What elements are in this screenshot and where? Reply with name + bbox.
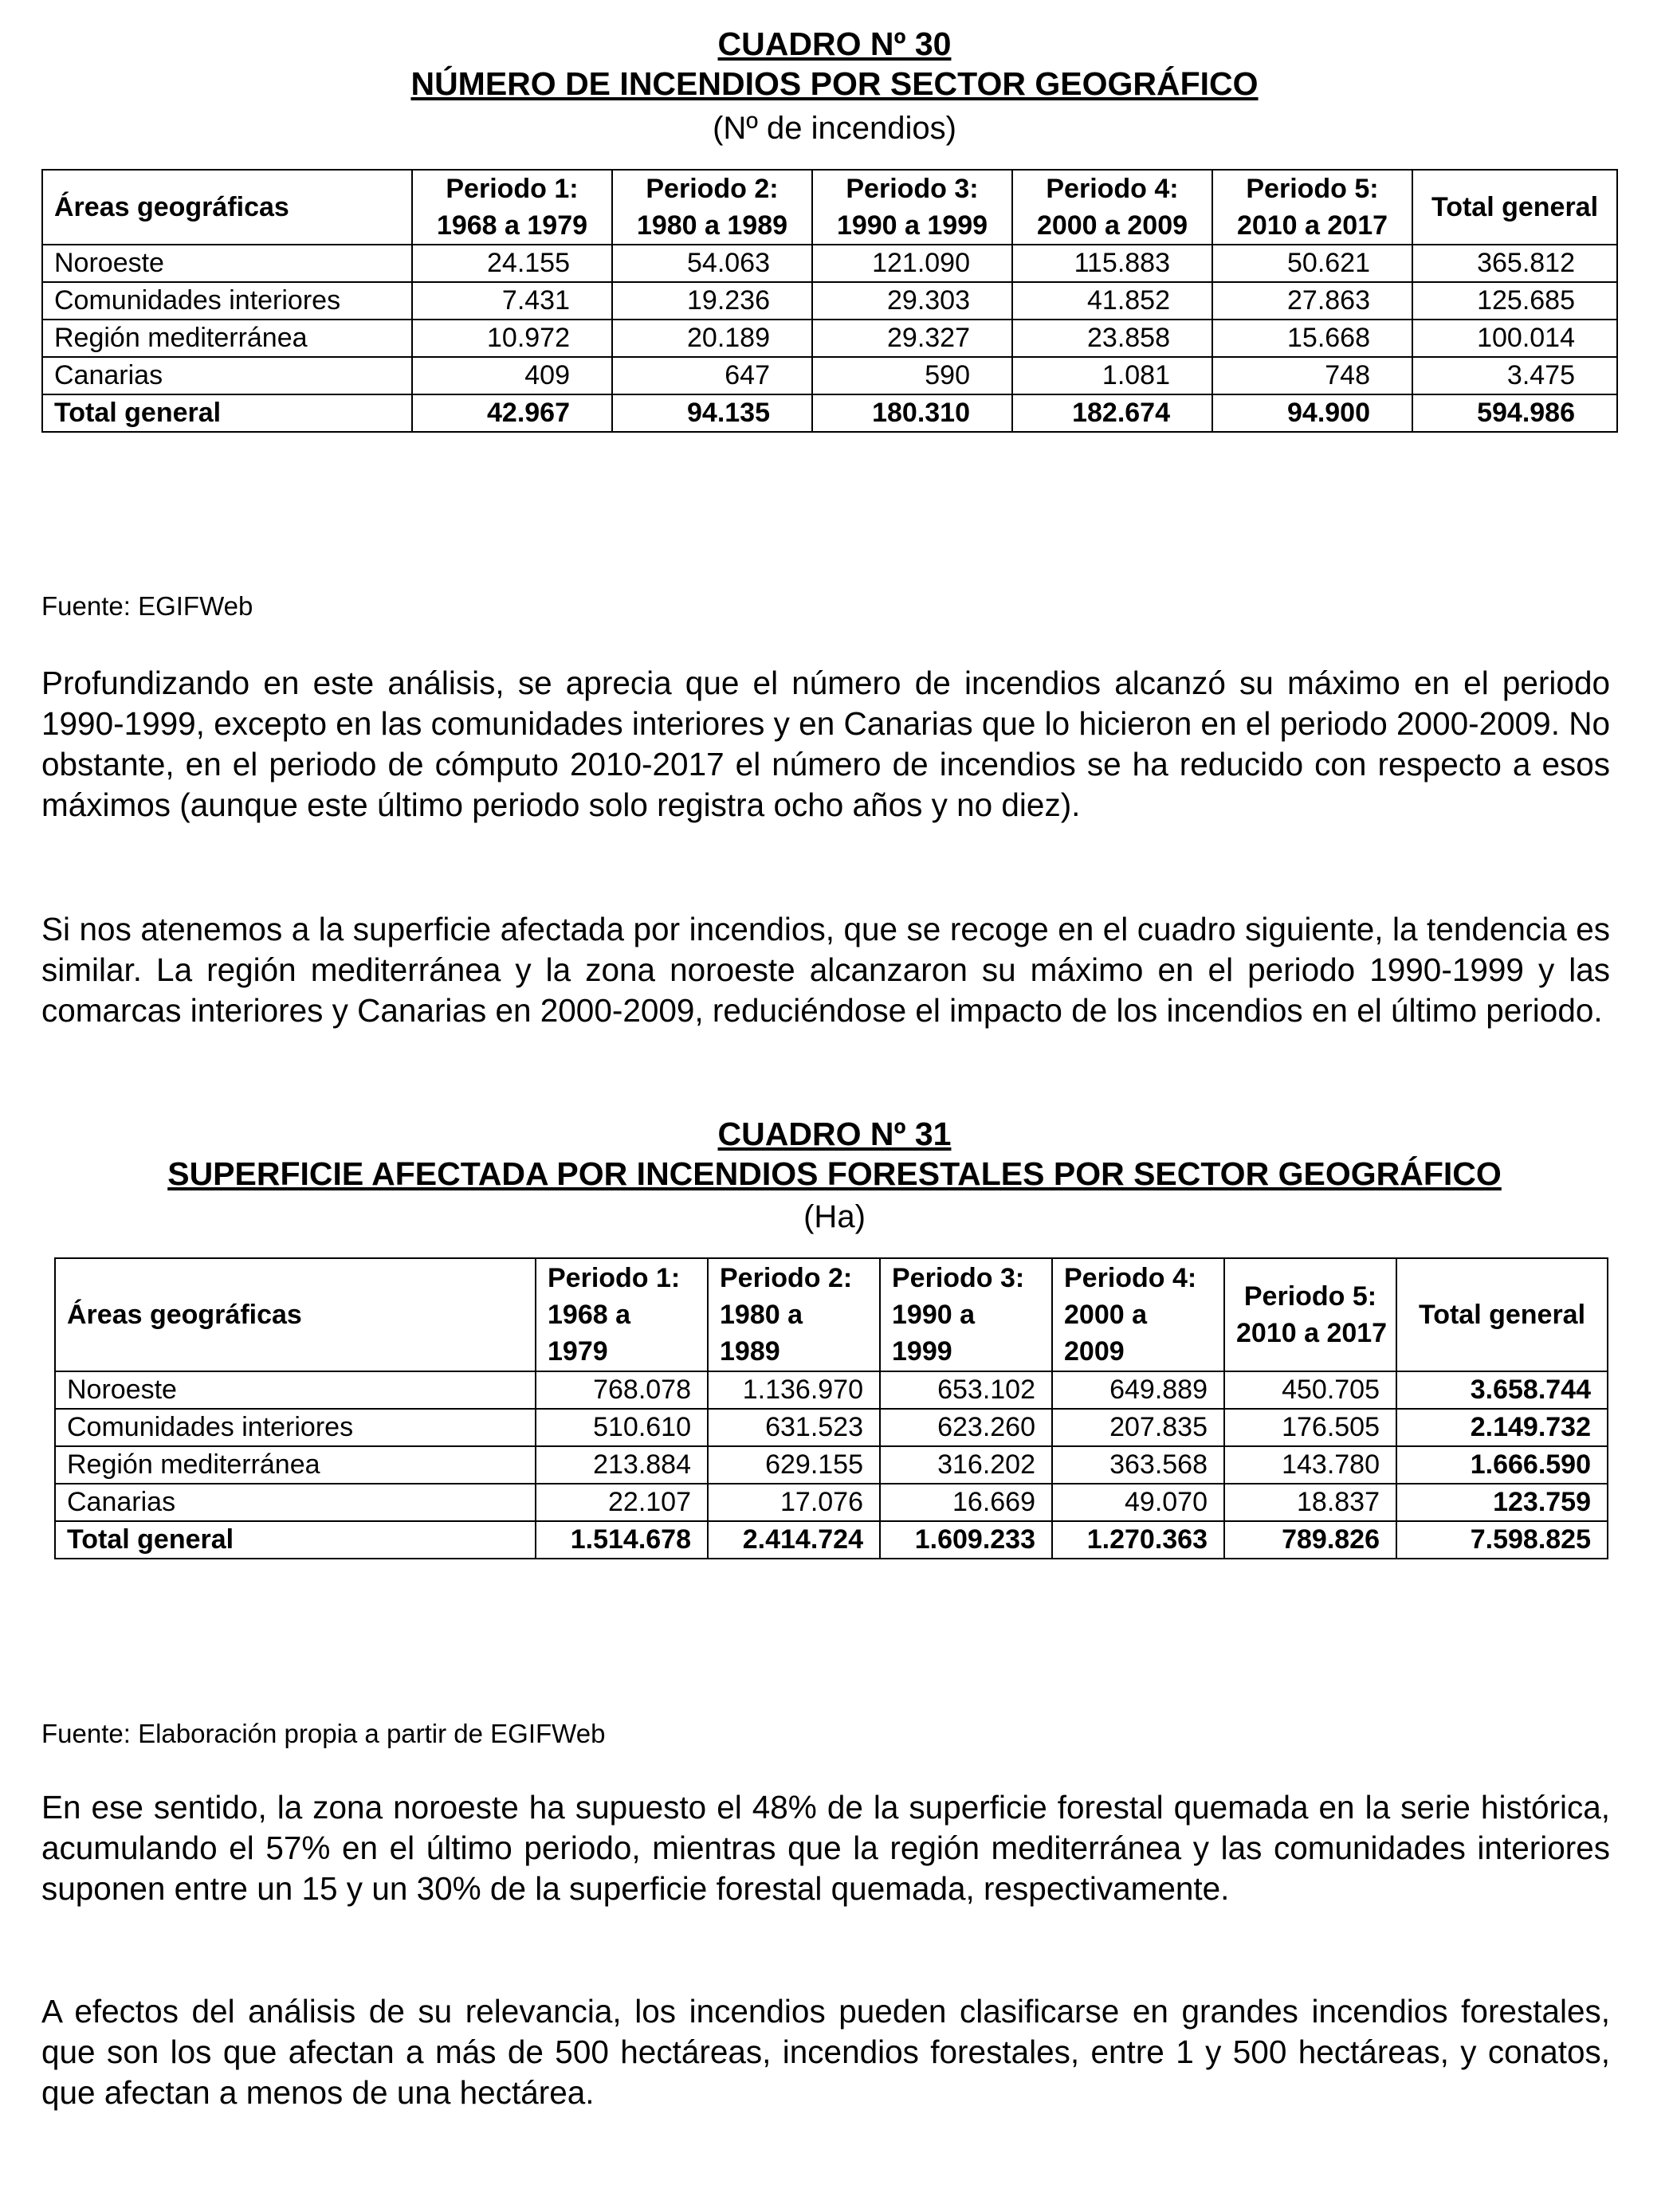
cell-value: 647 bbox=[612, 357, 812, 394]
table31-heading bbox=[0, 1114, 1669, 1237]
table30-header-3 bbox=[812, 170, 1012, 245]
cell-value: 24.155 bbox=[412, 245, 612, 282]
paragraph-4: A efectos del análisis de su relevancia, los incendios pueden clasificarse en grandes incendios forestales, que son los que afectan a más de 500 hectáreas, incendios forestales, entre 1 y 500 hectáreas, y conatos, que afectan a menos de una hectárea. bbox=[41, 1993, 1610, 2111]
cell-value: 653.102 bbox=[880, 1371, 1052, 1409]
table31-header-6 bbox=[1396, 1258, 1608, 1371]
row-label: Comunidades interiores bbox=[55, 1409, 536, 1446]
table30-header-line: 1990 a 1999 bbox=[836, 210, 988, 241]
cell-value: 510.610 bbox=[536, 1409, 708, 1446]
cell-value: 409 bbox=[412, 357, 612, 394]
table-row bbox=[55, 1446, 1608, 1484]
paragraph-3: En ese sentido, la zona noroeste ha supuesto el 48% de la superficie forestal quemada en la serie histórica, acumulando el 57% en el último periodo, mientras que la región mediterránea y las comunidades interiores suponen entre un 15 y un 30% de la superficie forestal quemada, respectivamente. bbox=[41, 1789, 1610, 1907]
cell-value: 17.076 bbox=[708, 1484, 880, 1521]
row-label: Región mediterránea bbox=[55, 1446, 536, 1484]
table30 bbox=[41, 169, 1618, 433]
table30-header-line: Periodo 1: bbox=[446, 174, 579, 204]
row-label: Canarias bbox=[55, 1484, 536, 1521]
table30-header-5 bbox=[1212, 170, 1412, 245]
cell-value: 1.136.970 bbox=[708, 1371, 880, 1409]
table30-total-row bbox=[42, 394, 1617, 432]
cell-value: 768.078 bbox=[536, 1371, 708, 1409]
table31-header-line: 2000 a bbox=[1064, 1300, 1147, 1330]
table31-header-line: Periodo 1: bbox=[548, 1263, 681, 1293]
table31-header-line: Periodo 5: bbox=[1243, 1281, 1377, 1312]
table30-header-line: Periodo 4: bbox=[1046, 174, 1179, 204]
row-label: Comunidades interiores bbox=[42, 282, 412, 320]
cell-value: 15.668 bbox=[1212, 320, 1412, 357]
cell-value: 649.889 bbox=[1052, 1371, 1224, 1409]
cell-value: 2.149.732 bbox=[1396, 1409, 1608, 1446]
table-row bbox=[55, 1484, 1608, 1521]
table-row bbox=[42, 357, 1617, 394]
cell-value: 19.236 bbox=[612, 282, 812, 320]
table31-header-5 bbox=[1224, 1258, 1396, 1371]
table31-header-line: Áreas geográficas bbox=[67, 1300, 302, 1330]
table31-header-line: 1999 bbox=[892, 1336, 952, 1367]
table31-header-line: 1979 bbox=[548, 1336, 608, 1367]
table30-header-1 bbox=[412, 170, 612, 245]
table31-header-3 bbox=[880, 1258, 1052, 1371]
table30-source: Fuente: EGIFWeb bbox=[41, 591, 253, 621]
row-label: Región mediterránea bbox=[42, 320, 412, 357]
table30-header-line: Áreas geográficas bbox=[54, 192, 289, 222]
cell-value: 1.609.233 bbox=[880, 1521, 1052, 1559]
table31-header-line: Periodo 4: bbox=[1064, 1263, 1197, 1293]
table30-header-line: 1980 a 1989 bbox=[636, 210, 788, 241]
table31-header-line: 1989 bbox=[720, 1336, 780, 1367]
table30-header-6 bbox=[1412, 170, 1617, 245]
cell-value: 365.812 bbox=[1412, 245, 1617, 282]
cell-value: 20.189 bbox=[612, 320, 812, 357]
table31 bbox=[54, 1257, 1608, 1559]
cell-value: 180.310 bbox=[812, 394, 1012, 432]
table-row bbox=[42, 282, 1617, 320]
table30-unit: (Nº de incendios) bbox=[713, 111, 956, 146]
table31-header-row bbox=[55, 1258, 1608, 1371]
table31-header-line: Total general bbox=[1418, 1300, 1586, 1330]
table31-header-line: 1990 a bbox=[892, 1300, 975, 1330]
cell-value: 1.514.678 bbox=[536, 1521, 708, 1559]
table30-number: CUADRO Nº 30 bbox=[717, 25, 952, 62]
table30-header-4 bbox=[1012, 170, 1212, 245]
cell-value: 176.505 bbox=[1224, 1409, 1396, 1446]
cell-value: 1.666.590 bbox=[1396, 1446, 1608, 1484]
cell-value: 100.014 bbox=[1412, 320, 1617, 357]
cell-value: 41.852 bbox=[1012, 282, 1212, 320]
table31-header-4 bbox=[1052, 1258, 1224, 1371]
cell-value: 623.260 bbox=[880, 1409, 1052, 1446]
cell-value: 10.972 bbox=[412, 320, 612, 357]
table31-header-line: Periodo 3: bbox=[892, 1263, 1025, 1293]
table31-title: SUPERFICIE AFECTADA POR INCENDIOS FORESTALES POR SECTOR GEOGRÁFICO bbox=[167, 1155, 1502, 1192]
table30-header-row bbox=[42, 170, 1617, 245]
cell-value: 207.835 bbox=[1052, 1409, 1224, 1446]
cell-value: 2.414.724 bbox=[708, 1521, 880, 1559]
cell-value: 7.598.825 bbox=[1396, 1521, 1608, 1559]
table31-unit: (Ha) bbox=[803, 1199, 866, 1234]
table30-heading bbox=[0, 24, 1669, 148]
table30-header-line: 2000 a 2009 bbox=[1036, 210, 1188, 241]
table31-header-line: Periodo 2: bbox=[720, 1263, 853, 1293]
cell-value: 23.858 bbox=[1012, 320, 1212, 357]
table31-header-line: 1980 a bbox=[720, 1300, 803, 1330]
table31-header-line: 2009 bbox=[1064, 1336, 1125, 1367]
cell-value: 49.070 bbox=[1052, 1484, 1224, 1521]
table30-title: NÚMERO DE INCENDIOS POR SECTOR GEOGRÁFICO bbox=[410, 65, 1259, 102]
cell-value: 316.202 bbox=[880, 1446, 1052, 1484]
table-row bbox=[42, 245, 1617, 282]
cell-value: 27.863 bbox=[1212, 282, 1412, 320]
cell-value: 450.705 bbox=[1224, 1371, 1396, 1409]
cell-value: 631.523 bbox=[708, 1409, 880, 1446]
table31-header-line: 2010 a 2017 bbox=[1236, 1318, 1388, 1348]
cell-value: 1.081 bbox=[1012, 357, 1212, 394]
cell-value: 94.135 bbox=[612, 394, 812, 432]
cell-value: 22.107 bbox=[536, 1484, 708, 1521]
cell-value: 7.431 bbox=[412, 282, 612, 320]
table30-header-2 bbox=[612, 170, 812, 245]
table31-header-1 bbox=[536, 1258, 708, 1371]
cell-value: 143.780 bbox=[1224, 1446, 1396, 1484]
table31-header-2 bbox=[708, 1258, 880, 1371]
cell-value: 29.303 bbox=[812, 282, 1012, 320]
cell-value: 748 bbox=[1212, 357, 1412, 394]
paragraph-1: Profundizando en este análisis, se aprecia que el número de incendios alcanzó su máximo en el periodo 1990-1999, excepto en las comunidades interiores y en Canarias que lo hicieron en el periodo 2000-2009. No obstante, en el periodo de cómputo 2010-2017 el número de incendios se ha reducido con respecto a esos máximos (aunque este último periodo solo registra ocho años y no diez). bbox=[41, 665, 1610, 823]
table31-header-line: 1968 a bbox=[548, 1300, 630, 1330]
cell-value: 94.900 bbox=[1212, 394, 1412, 432]
cell-value: 1.270.363 bbox=[1052, 1521, 1224, 1559]
cell-value: 629.155 bbox=[708, 1446, 880, 1484]
table31-source: Fuente: Elaboración propia a partir de EGIFWeb bbox=[41, 1719, 606, 1748]
table30-header-line: Periodo 3: bbox=[846, 174, 979, 204]
cell-value: 121.090 bbox=[812, 245, 1012, 282]
table30-header-0 bbox=[42, 170, 412, 245]
cell-value: 18.837 bbox=[1224, 1484, 1396, 1521]
cell-value: 54.063 bbox=[612, 245, 812, 282]
cell-value: 42.967 bbox=[412, 394, 612, 432]
table30-header-line: Total general bbox=[1431, 192, 1599, 222]
cell-value: 123.759 bbox=[1396, 1484, 1608, 1521]
row-label: Canarias bbox=[42, 357, 412, 394]
table-row bbox=[42, 320, 1617, 357]
table30-header-line: Periodo 5: bbox=[1246, 174, 1379, 204]
row-label: Total general bbox=[42, 394, 412, 432]
cell-value: 125.685 bbox=[1412, 282, 1617, 320]
cell-value: 115.883 bbox=[1012, 245, 1212, 282]
row-label: Total general bbox=[55, 1521, 536, 1559]
row-label: Noroeste bbox=[55, 1371, 536, 1409]
table31-number: CUADRO Nº 31 bbox=[717, 1116, 952, 1152]
cell-value: 50.621 bbox=[1212, 245, 1412, 282]
cell-value: 590 bbox=[812, 357, 1012, 394]
cell-value: 29.327 bbox=[812, 320, 1012, 357]
table31-total-row bbox=[55, 1521, 1608, 1559]
cell-value: 594.986 bbox=[1412, 394, 1617, 432]
cell-value: 182.674 bbox=[1012, 394, 1212, 432]
table31-header-0 bbox=[55, 1258, 536, 1371]
table30-header-line: 1968 a 1979 bbox=[436, 210, 588, 241]
cell-value: 16.669 bbox=[880, 1484, 1052, 1521]
cell-value: 213.884 bbox=[536, 1446, 708, 1484]
table30-header-line: Periodo 2: bbox=[646, 174, 779, 204]
row-label: Noroeste bbox=[42, 245, 412, 282]
table-row bbox=[55, 1371, 1608, 1409]
paragraph-2: Si nos atenemos a la superficie afectada por incendios, que se recoge en el cuadro siguiente, la tendencia es similar. La región mediterránea y la zona noroeste alcanzaron su máximo en el periodo 1990-1999 y las comarcas interiores y Canarias en 2000-2009, reduciéndose el impacto de los incendios en el último periodo. bbox=[41, 911, 1610, 1029]
cell-value: 3.475 bbox=[1412, 357, 1617, 394]
cell-value: 3.658.744 bbox=[1396, 1371, 1608, 1409]
table-row bbox=[55, 1409, 1608, 1446]
table30-header-line: 2010 a 2017 bbox=[1236, 210, 1388, 241]
cell-value: 363.568 bbox=[1052, 1446, 1224, 1484]
cell-value: 789.826 bbox=[1224, 1521, 1396, 1559]
